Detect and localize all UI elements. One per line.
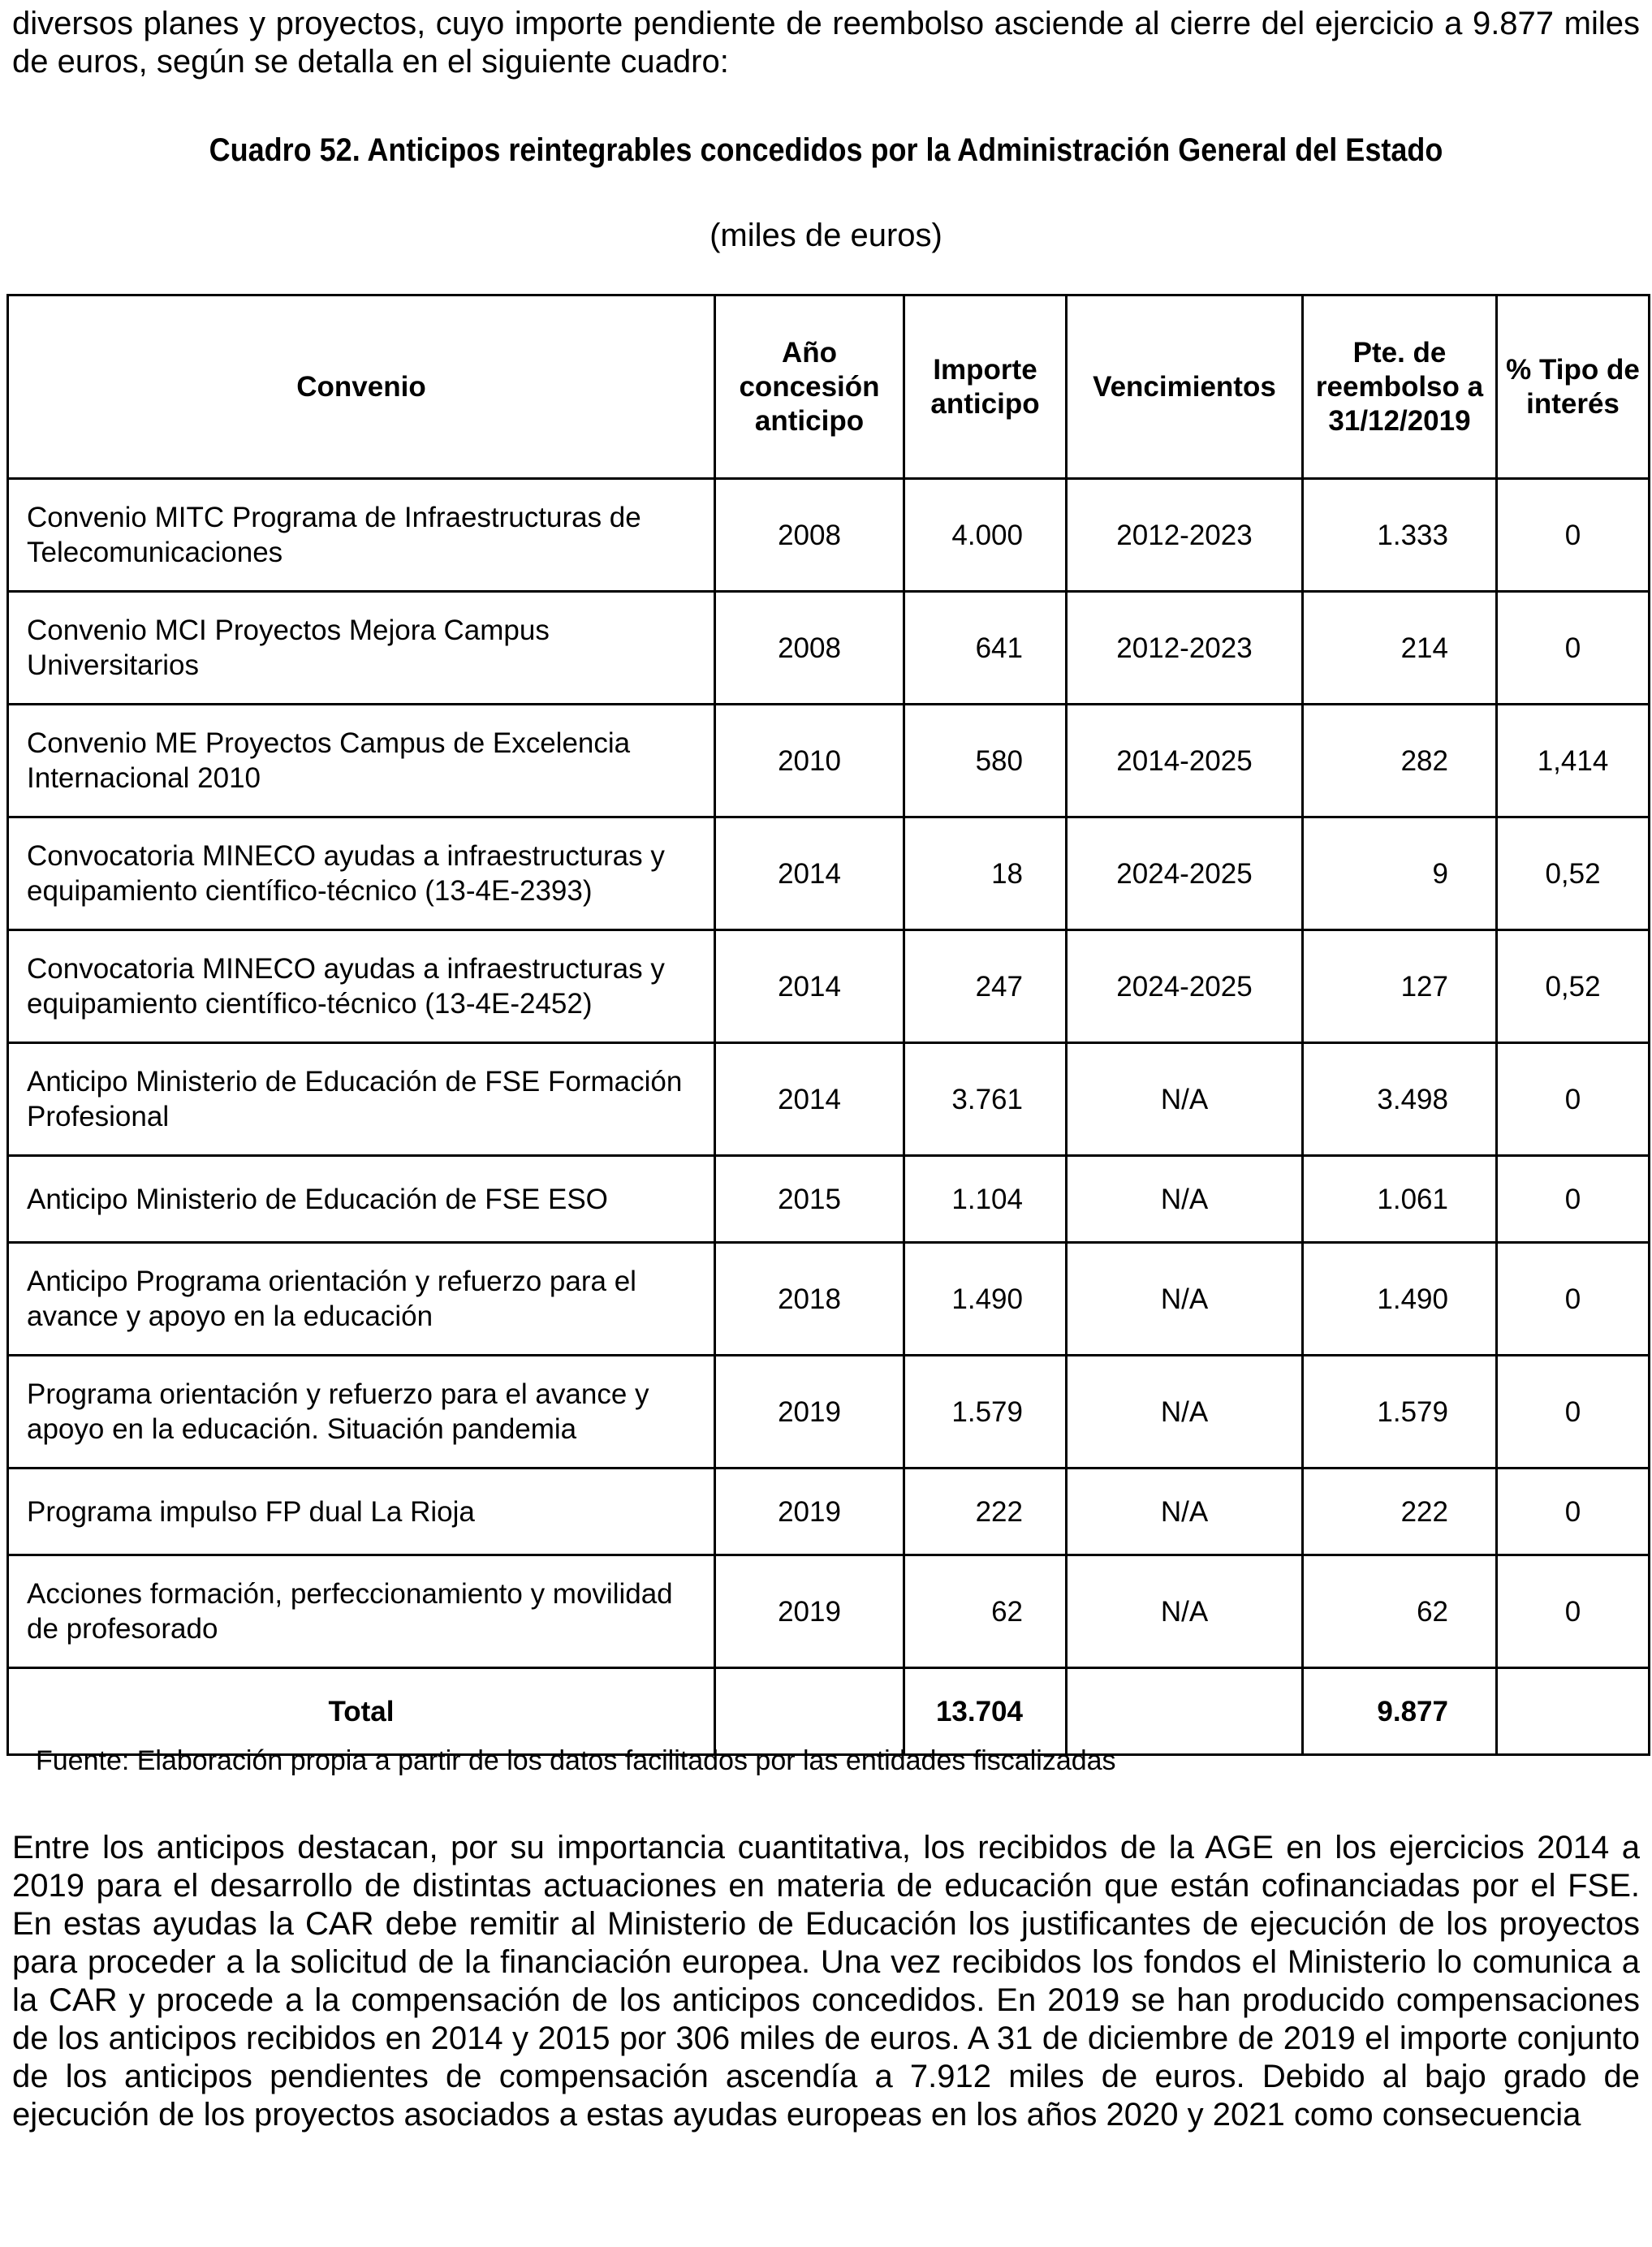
cell-convenio: Acciones formación, perfeccionamiento y movilidad de profesorado: [8, 1555, 715, 1668]
cell-anio: 2014: [715, 930, 904, 1043]
cell-importe: 1.579: [904, 1356, 1067, 1469]
cell-anio: 2015: [715, 1156, 904, 1243]
cell-convenio: Programa impulso FP dual La Rioja: [8, 1469, 715, 1555]
cell-tipo: 0: [1497, 1043, 1650, 1156]
header-vencimientos: Vencimientos: [1067, 295, 1303, 479]
cell-vencimientos: N/A: [1067, 1469, 1303, 1555]
cell-pendiente: 1.579: [1303, 1356, 1497, 1469]
cell-tipo: 0,52: [1497, 930, 1650, 1043]
cell-pendiente: 214: [1303, 592, 1497, 705]
cell-tipo: 0: [1497, 479, 1650, 592]
table-row: [8, 479, 1650, 592]
table-row: [8, 592, 1650, 705]
intro-paragraph: diversos planes y proyectos, cuyo importe pendiente de reembolso asciende al cierre del ejercicio a 9.877 miles de euros, según se detalla en el siguiente cuadro:: [12, 6, 1640, 80]
table-row: [8, 1243, 1650, 1356]
cell-importe: 3.761: [904, 1043, 1067, 1156]
cell-anio: 2014: [715, 1043, 904, 1156]
total-empty-vencimientos: [1067, 1668, 1303, 1755]
table-row: [8, 1156, 1650, 1243]
cell-convenio: Anticipo Ministerio de Educación de FSE ESO: [8, 1156, 715, 1243]
cell-convenio: Convenio MITC Programa de Infraestructuras de Telecomunicaciones: [8, 479, 715, 592]
table-row: [8, 1043, 1650, 1156]
total-label: Total: [8, 1668, 715, 1755]
cell-importe: 580: [904, 705, 1067, 817]
header-tipo: % Tipo de interés: [1497, 295, 1650, 479]
cell-pendiente: 1.333: [1303, 479, 1497, 592]
source-note: Fuente: Elaboración propia a partir de los datos facilitados por las entidades fiscalizadas: [36, 1745, 1116, 1776]
total-row: [8, 1668, 1650, 1755]
cell-vencimientos: 2024-2025: [1067, 817, 1303, 930]
closing-paragraph: Entre los anticipos destacan, por su importancia cuantitativa, los recibidos de la AGE en los ejercicios 2014 a 2019 para el desarrollo de distintas actuaciones en materia de educación que están cofinanciadas por el FSE. En estas ayudas la CAR debe remitir al Ministerio de Educación los justificantes de ejecución de los proyectos para proceder a la solicitud de la financiación europea. Una vez recibidos los fondos el Ministerio lo comunica a la CAR y procede a la compensación de los anticipos concedidos. En 2019 se han producido compensaciones de los anticipos recibidos en 2014 y 2015 por 306 miles de euros. A 31 de diciembre de 2019 el importe conjunto de los anticipos pendientes de compensación ascendía a 7.912 miles de euros. Debido al bajo grado de ejecución de los proyectos asociados a estas ayudas europeas en los años 2020 y 2021 como consecuencia: [12, 1830, 1640, 2133]
header-pendiente: Pte. de reembolso a 31/12/2019: [1303, 295, 1497, 479]
cell-anio: 2019: [715, 1469, 904, 1555]
cell-convenio: Convenio MCI Proyectos Mejora Campus Universitarios: [8, 592, 715, 705]
table-row: [8, 1555, 1650, 1668]
cell-tipo: 0: [1497, 1356, 1650, 1469]
header-importe: Importe anticipo: [904, 295, 1067, 479]
cell-vencimientos: N/A: [1067, 1243, 1303, 1356]
cell-importe: 4.000: [904, 479, 1067, 592]
table-row: [8, 817, 1650, 930]
cell-tipo: 0: [1497, 1555, 1650, 1668]
cell-vencimientos: 2012-2023: [1067, 592, 1303, 705]
cell-pendiente: 127: [1303, 930, 1497, 1043]
cell-tipo: 1,414: [1497, 705, 1650, 817]
table-row: [8, 1356, 1650, 1469]
cell-tipo: 0: [1497, 1243, 1650, 1356]
table-units: (miles de euros): [710, 218, 942, 253]
cell-convenio: Anticipo Ministerio de Educación de FSE Formación Profesional: [8, 1043, 715, 1156]
cell-vencimientos: N/A: [1067, 1156, 1303, 1243]
cell-anio: 2019: [715, 1356, 904, 1469]
cell-anio: 2010: [715, 705, 904, 817]
cell-pendiente: 282: [1303, 705, 1497, 817]
cell-vencimientos: 2024-2025: [1067, 930, 1303, 1043]
cell-tipo: 0,52: [1497, 817, 1650, 930]
cell-convenio: Convocatoria MINECO ayudas a infraestructuras y equipamiento científico-técnico (13-4E-2393): [8, 817, 715, 930]
table-row: [8, 705, 1650, 817]
cell-tipo: 0: [1497, 1469, 1650, 1555]
cell-pendiente: 1.490: [1303, 1243, 1497, 1356]
cell-anio: 2008: [715, 592, 904, 705]
table-row: [8, 930, 1650, 1043]
cell-importe: 62: [904, 1555, 1067, 1668]
total-importe: 13.704: [904, 1668, 1067, 1755]
cell-convenio: Programa orientación y refuerzo para el avance y apoyo en la educación. Situación pandemia: [8, 1356, 715, 1469]
cell-vencimientos: N/A: [1067, 1555, 1303, 1668]
table-header-row: [8, 295, 1650, 479]
cell-anio: 2019: [715, 1555, 904, 1668]
table-row: [8, 1469, 1650, 1555]
cell-importe: 18: [904, 817, 1067, 930]
cell-pendiente: 9: [1303, 817, 1497, 930]
header-convenio: Convenio: [8, 295, 715, 479]
cell-importe: 1.104: [904, 1156, 1067, 1243]
cell-importe: 222: [904, 1469, 1067, 1555]
cell-anio: 2014: [715, 817, 904, 930]
total-empty-anio: [715, 1668, 904, 1755]
cell-anio: 2008: [715, 479, 904, 592]
total-empty-tipo: [1497, 1668, 1650, 1755]
cell-tipo: 0: [1497, 592, 1650, 705]
cell-vencimientos: N/A: [1067, 1043, 1303, 1156]
cell-convenio: Anticipo Programa orientación y refuerzo para el avance y apoyo en la educación: [8, 1243, 715, 1356]
total-pendiente: 9.877: [1303, 1668, 1497, 1755]
cell-convenio: Convocatoria MINECO ayudas a infraestructuras y equipamiento científico-técnico (13-4E-2452): [8, 930, 715, 1043]
cell-importe: 247: [904, 930, 1067, 1043]
cell-vencimientos: 2012-2023: [1067, 479, 1303, 592]
cell-pendiente: 1.061: [1303, 1156, 1497, 1243]
cell-vencimientos: 2014-2025: [1067, 705, 1303, 817]
cell-vencimientos: N/A: [1067, 1356, 1303, 1469]
cell-convenio: Convenio ME Proyectos Campus de Excelencia Internacional 2010: [8, 705, 715, 817]
cell-anio: 2018: [715, 1243, 904, 1356]
cell-pendiente: 62: [1303, 1555, 1497, 1668]
table-title: Cuadro 52. Anticipos reintegrables concedidos por la Administración General del Estado: [209, 132, 1443, 168]
cell-pendiente: 222: [1303, 1469, 1497, 1555]
cell-pendiente: 3.498: [1303, 1043, 1497, 1156]
cell-tipo: 0: [1497, 1156, 1650, 1243]
header-anio: Año concesión anticipo: [715, 295, 904, 479]
advances-table: [6, 294, 1650, 1756]
cell-importe: 641: [904, 592, 1067, 705]
cell-importe: 1.490: [904, 1243, 1067, 1356]
